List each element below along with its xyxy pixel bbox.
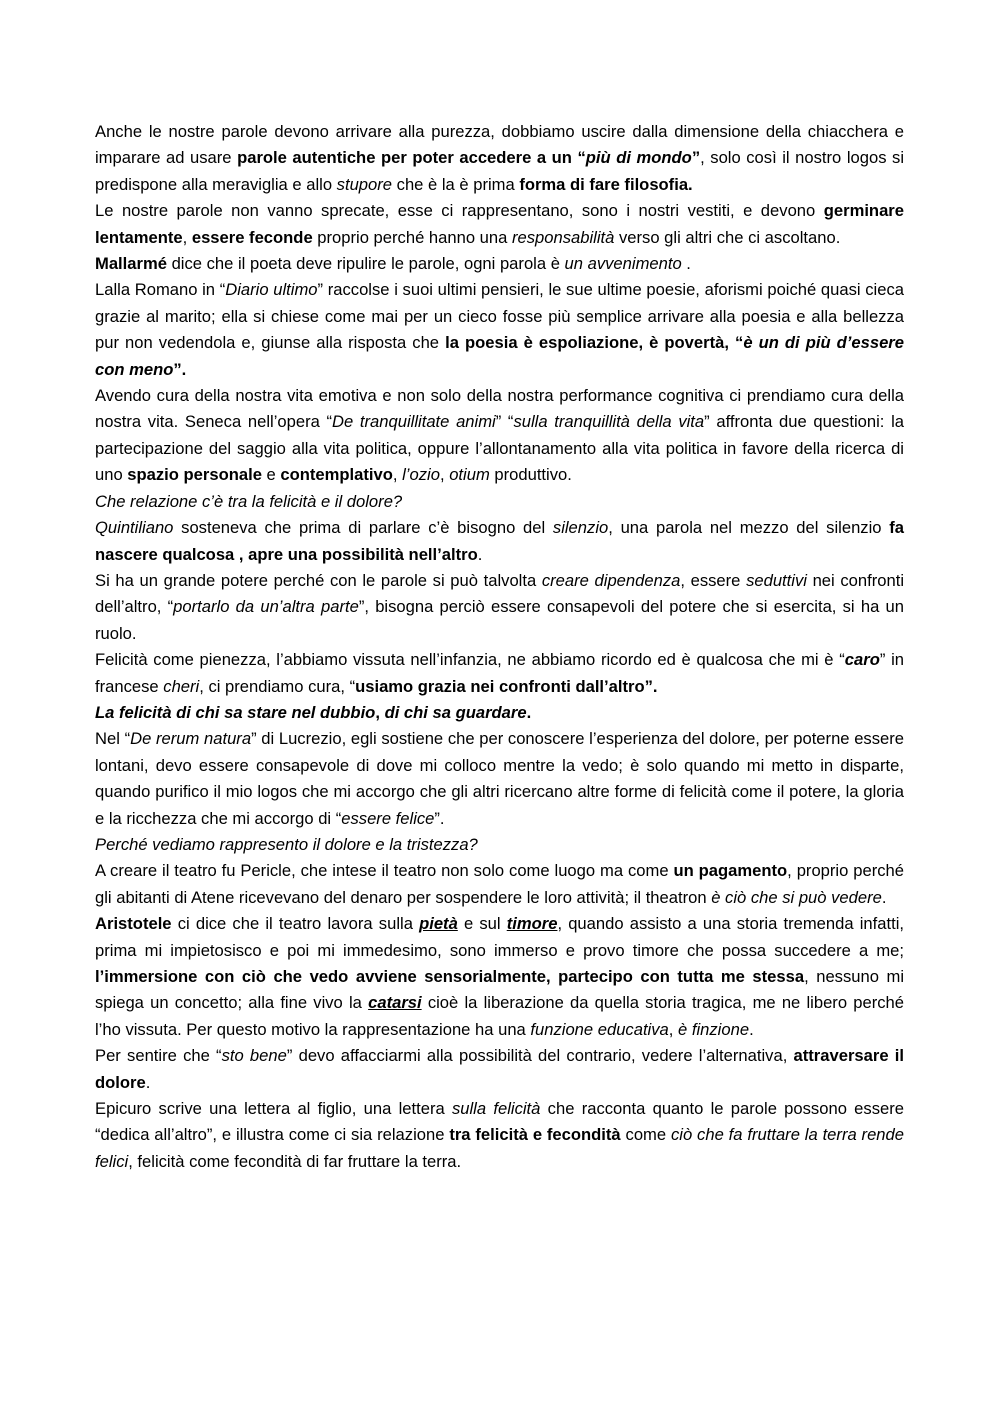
text-run: ”. (434, 808, 445, 828)
text-run: silenzio (552, 518, 609, 538)
paragraph (95, 198, 904, 251)
text-run: ”. (173, 359, 187, 379)
text-run: . (145, 1072, 151, 1092)
text-run: caro (844, 650, 880, 670)
text-run: Per sentire che “ (95, 1046, 222, 1066)
text-run: la poesia è espoliazione, è povertà, “ (445, 333, 744, 353)
text-run: germinare lentamente (95, 201, 904, 247)
text-run: ” affronta due questioni: la partecipazione del saggio alla vita politica, oppure l’allontanamento alla vita politica in favore della ricerca di uno (95, 412, 904, 485)
text-run: , (392, 465, 403, 485)
text-run: sulla tranquillità della vita (513, 412, 705, 432)
text-run: , felicità come fecondità di far fruttare la terra. (128, 1151, 462, 1171)
paragraph (95, 1043, 904, 1096)
text-run: contemplativo (280, 465, 393, 485)
text-run: un avvenimento (564, 254, 682, 274)
text-run: ” devo affacciarmi alla possibilità del contrario, vedere l’alternativa, (286, 1046, 794, 1066)
text-run: A creare il teatro fu Pericle, che intese il teatro non solo come luogo ma come (95, 861, 674, 881)
text-run: ci dice che il teatro lavora sulla (171, 914, 420, 934)
text-run: fa nascere qualcosa , apre una possibilità nell’altro (95, 518, 904, 564)
text-run: , essere (680, 570, 747, 590)
text-run: responsabilità (511, 227, 615, 247)
paragraph (95, 647, 904, 700)
text-run: Le nostre parole non vanno sprecate, esse ci rappresentano, sono i nostri vestiti, e devono (95, 201, 824, 221)
text-run: e sul (457, 914, 507, 934)
text-run: verso gli altri che ci ascoltano. (614, 227, 841, 247)
text-run: ” (691, 148, 701, 168)
text-run: sulla felicità (451, 1099, 541, 1119)
text-run: sto bene (221, 1046, 287, 1066)
text-run: come (620, 1125, 671, 1145)
text-run: l’ozio (402, 465, 440, 485)
text-run: sosteneva che prima di parlare c’è bisogno del (173, 518, 553, 538)
text-run: è ciò che si può vedere (711, 887, 882, 907)
text-run: che è la è prima (392, 174, 520, 194)
text-run: , (182, 227, 192, 247)
text-run: timore (506, 914, 558, 934)
text-run: portarlo da un’altra parte (173, 597, 359, 617)
paragraph (95, 489, 904, 515)
paragraph (95, 568, 904, 647)
text-run: , proprio perché gli abitanti di Atene ricevevano del denaro per sospendere le loro attività; il theatron (95, 861, 904, 907)
text-run: ” raccolse i suoi ultimi pensieri, le sue ultime poesie, aforismi poiché quasi cieca grazie al marito; ella si chiese come mai per un cieco fosse più semplice arrivare alla poesia e alla bellezza pur non vedendola e, giunse alla risposta che (95, 280, 904, 353)
text-run: forma di fare filosofia. (519, 174, 693, 194)
text-run: essere feconde (191, 227, 313, 247)
text-run: , una parola nel mezzo del silenzio (608, 518, 890, 538)
paragraph (95, 832, 904, 858)
text-run: funzione educativa (530, 1019, 669, 1039)
text-run: nei confronti dell’altro, “ (95, 570, 905, 617)
text-run: Si ha un grande potere perché con le parole si può talvolta (95, 570, 542, 590)
text-run: è finzione (678, 1019, 750, 1039)
text-run: , (375, 702, 385, 722)
paragraph (95, 700, 904, 726)
text-run: De rerum natura (130, 729, 252, 749)
text-run: attraversare il dolore (95, 1046, 904, 1092)
text-run: Che relazione c’è tra la felicità e il dolore? (95, 491, 403, 511)
text-run: seduttivi (746, 570, 807, 590)
text-run: ” in francese (95, 650, 904, 696)
text-run: ” “ (495, 412, 514, 432)
text-run: pietà (419, 914, 458, 934)
text-run: ”, bisogna perciò essere consapevoli del potere che si esercita, si ha un ruolo. (95, 597, 904, 643)
text-run: essere felice (341, 808, 435, 828)
paragraph (95, 277, 904, 383)
text-run: Perché vediamo rappresento il dolore e la tristezza? (95, 834, 478, 854)
text-run: ” di Lucrezio, egli sostiene che per conoscere l’esperienza del dolore, per poterne essere lontani, devo essere consapevole di dove mi colloco mentre la vedo; è solo quando mi metto in disparte, quando purifico il mio logos che mi accorgo che gli altri ricercano altre forme di felicità come il potere, la gloria e la ricchezza che mi accorgo di “ (95, 729, 905, 828)
text-run: , nessuno mi spiega un concetto; alla fine vivo la (95, 967, 905, 1013)
paragraph (95, 858, 904, 911)
text-run: La felicità di chi sa stare nel dubbio (95, 702, 376, 722)
text-run: Epicuro scrive una lettera al figlio, una lettera (95, 1099, 452, 1119)
text-run: un pagamento (673, 861, 788, 881)
text-run: otium (449, 465, 490, 485)
text-run: . (881, 887, 887, 907)
text-run: parole autentiche per poter accedere a un “ (237, 148, 586, 168)
text-run: cioè la liberazione da quella storia tragica, me ne libero perché l’ho vissuta. Per questo motivo la rappresentazione ha una (95, 993, 904, 1039)
text-run: catarsi (368, 993, 422, 1013)
text-run: . (477, 544, 483, 564)
text-run: , (439, 465, 450, 485)
text-run: produttivo. (489, 465, 572, 485)
text-run: , quando assisto a una storia tremenda infatti, prima mi impietosisco e poi mi immedesimo, sono immerso e provo timore che possa succedere a me; (95, 914, 904, 960)
text-run: creare dipendenza (541, 570, 681, 590)
text-run: Mallarmé (95, 254, 167, 274)
text-run: tra felicità e fecondità (449, 1125, 621, 1145)
paragraph (95, 251, 904, 277)
paragraph (95, 515, 904, 568)
document-body (95, 119, 904, 1175)
text-run: De tranquillitate animi (332, 412, 496, 432)
text-run: usiamo grazia nei confronti dall’altro”. (355, 676, 658, 696)
paragraph (95, 1096, 904, 1175)
text-run: spazio personale (127, 465, 262, 485)
text-run: , solo così il nostro logos si predispone alla meraviglia e allo (95, 148, 905, 194)
text-run: . (681, 254, 691, 274)
text-run: Aristotele (95, 914, 172, 934)
text-run: , ci prendiamo cura, “ (199, 676, 356, 696)
text-run: e (261, 465, 281, 485)
paragraph (95, 911, 904, 1043)
text-run: più di mondo (585, 148, 692, 168)
text-run: dice che il poeta deve ripulire le parole, ogni parola è (166, 254, 565, 274)
paragraph (95, 119, 904, 198)
text-run: Nel “ (95, 729, 131, 749)
text-run: stupore (336, 174, 393, 194)
text-run: l’immersione con ciò che vedo avviene sensorialmente, partecipo con tutta me stessa (95, 967, 805, 986)
paragraph (95, 726, 904, 832)
text-run: . (526, 702, 532, 722)
paragraph (95, 383, 904, 489)
text-run: di chi sa guardare (384, 702, 527, 722)
text-run: è un di più d’essere con meno (95, 333, 904, 379)
text-run: Diario ultimo (225, 280, 318, 300)
text-run: Lalla Romano in “ (95, 280, 226, 300)
text-run: . (749, 1019, 754, 1039)
text-run: ciò che fa fruttare la terra rende felici (95, 1125, 904, 1171)
text-run: Avendo cura della nostra vita emotiva e non solo della nostra performance cognitiva ci prendiamo cura della nostra vita. Seneca nell’opera “ (95, 386, 904, 432)
text-run: cheri (163, 676, 200, 696)
text-run: , (668, 1019, 679, 1039)
text-run: Anche le nostre parole devono arrivare alla purezza, dobbiamo uscire dalla dimensione della chiacchera e imparare ad usare (95, 122, 904, 168)
text-run: Felicità come pienezza, l’abbiamo vissuta nell’infanzia, ne abbiamo ricordo ed è qualcosa che mi è “ (95, 650, 845, 670)
text-run: Quintiliano (95, 518, 174, 538)
text-run: proprio perché hanno una (312, 227, 512, 247)
text-run: che racconta quanto le parole possono essere “dedica all’altro”, e illustra come ci sia relazione (95, 1099, 904, 1145)
